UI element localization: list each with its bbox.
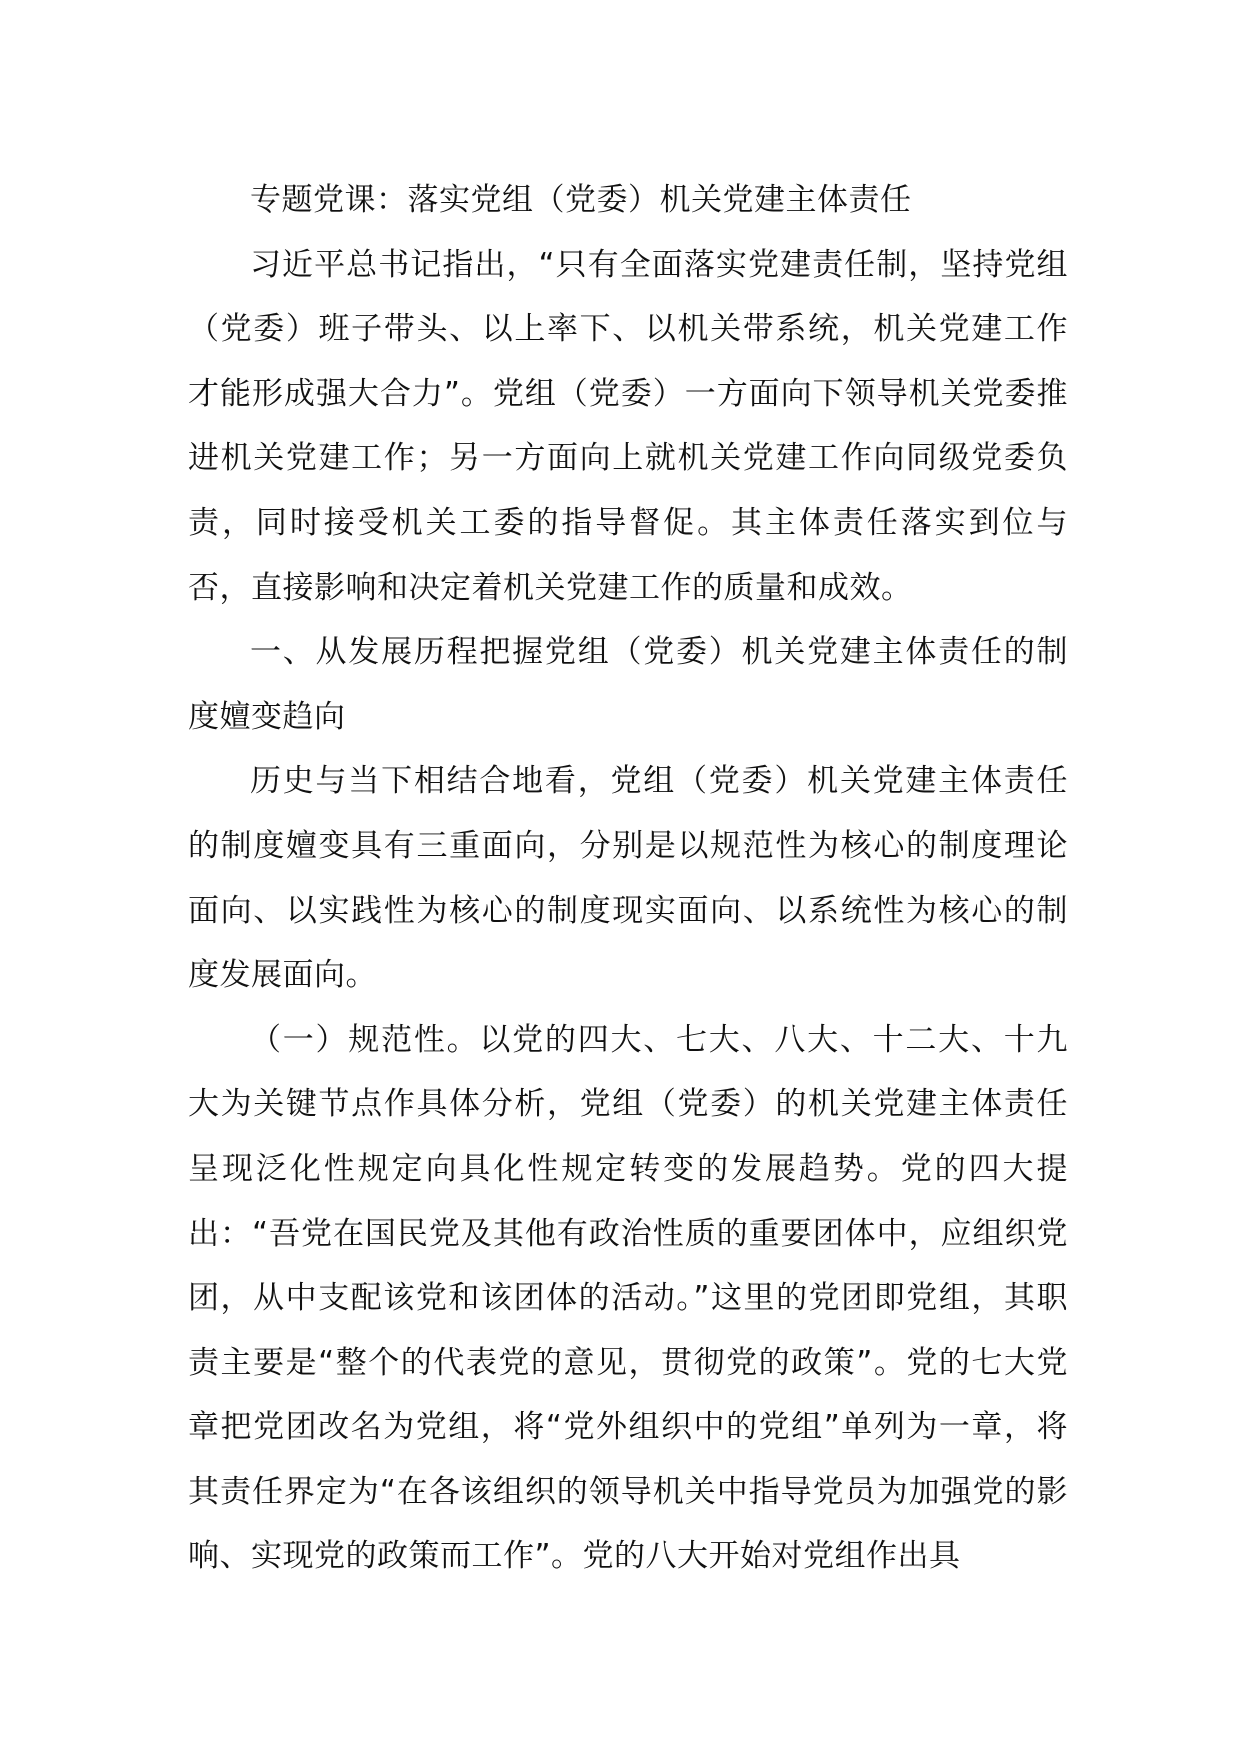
paragraph-subsection-1: （一）规范性。以党的四大、七大、八大、十二大、十九大为关键节点作具体分析，党组（党委）的机关党建主体责任呈现泛化性规定向具化性规定转变的发展趋势。党的四大提出：“吾党在国民党及其他有政治性质的重要团体中，应组织党团，从中支配该党和该团体的活动。”这里的党团即党组，其职责主要是“整个的代表党的意见，贯彻党的政策”。党的七大党章把党团改名为党组，将“党外组织中的党组”单列为一章，将其责任界定为“在各该组织的领导机关中指导党员为加强党的影响、实现党的政策而工作”。党的八大开始对党组作出具: [188, 1021, 1068, 1575]
paragraph-intro: 习近平总书记指出，“只有全面落实党建责任制，坚持党组（党委）班子带头、以上率下、以机关带系统，机关党建工作才能形成强大合力”。党组（党委）一方面向下领导机关党委推进机关党建工作；另一方面向上就机关党建工作向同级党委负责，同时接受机关工委的指导督促。其主体责任落实到位与否，直接影响和决定着机关党建工作的质量和成效。: [188, 246, 1068, 606]
document-body: [188, 168, 1068, 1589]
paragraph-section-1: 历史与当下相结合地看，党组（党委）机关党建主体责任的制度嬗变具有三重面向，分别是以规范性为核心的制度理论面向、以实践性为核心的制度现实面向、以系统性为核心的制度发展面向。: [188, 763, 1068, 994]
section-heading-1: 一、从发展历程把握党组（党委）机关党建主体责任的制度嬗变趋向: [188, 634, 1068, 735]
document-title: 专题党课：落实党组（党委）机关党建主体责任: [250, 182, 912, 218]
